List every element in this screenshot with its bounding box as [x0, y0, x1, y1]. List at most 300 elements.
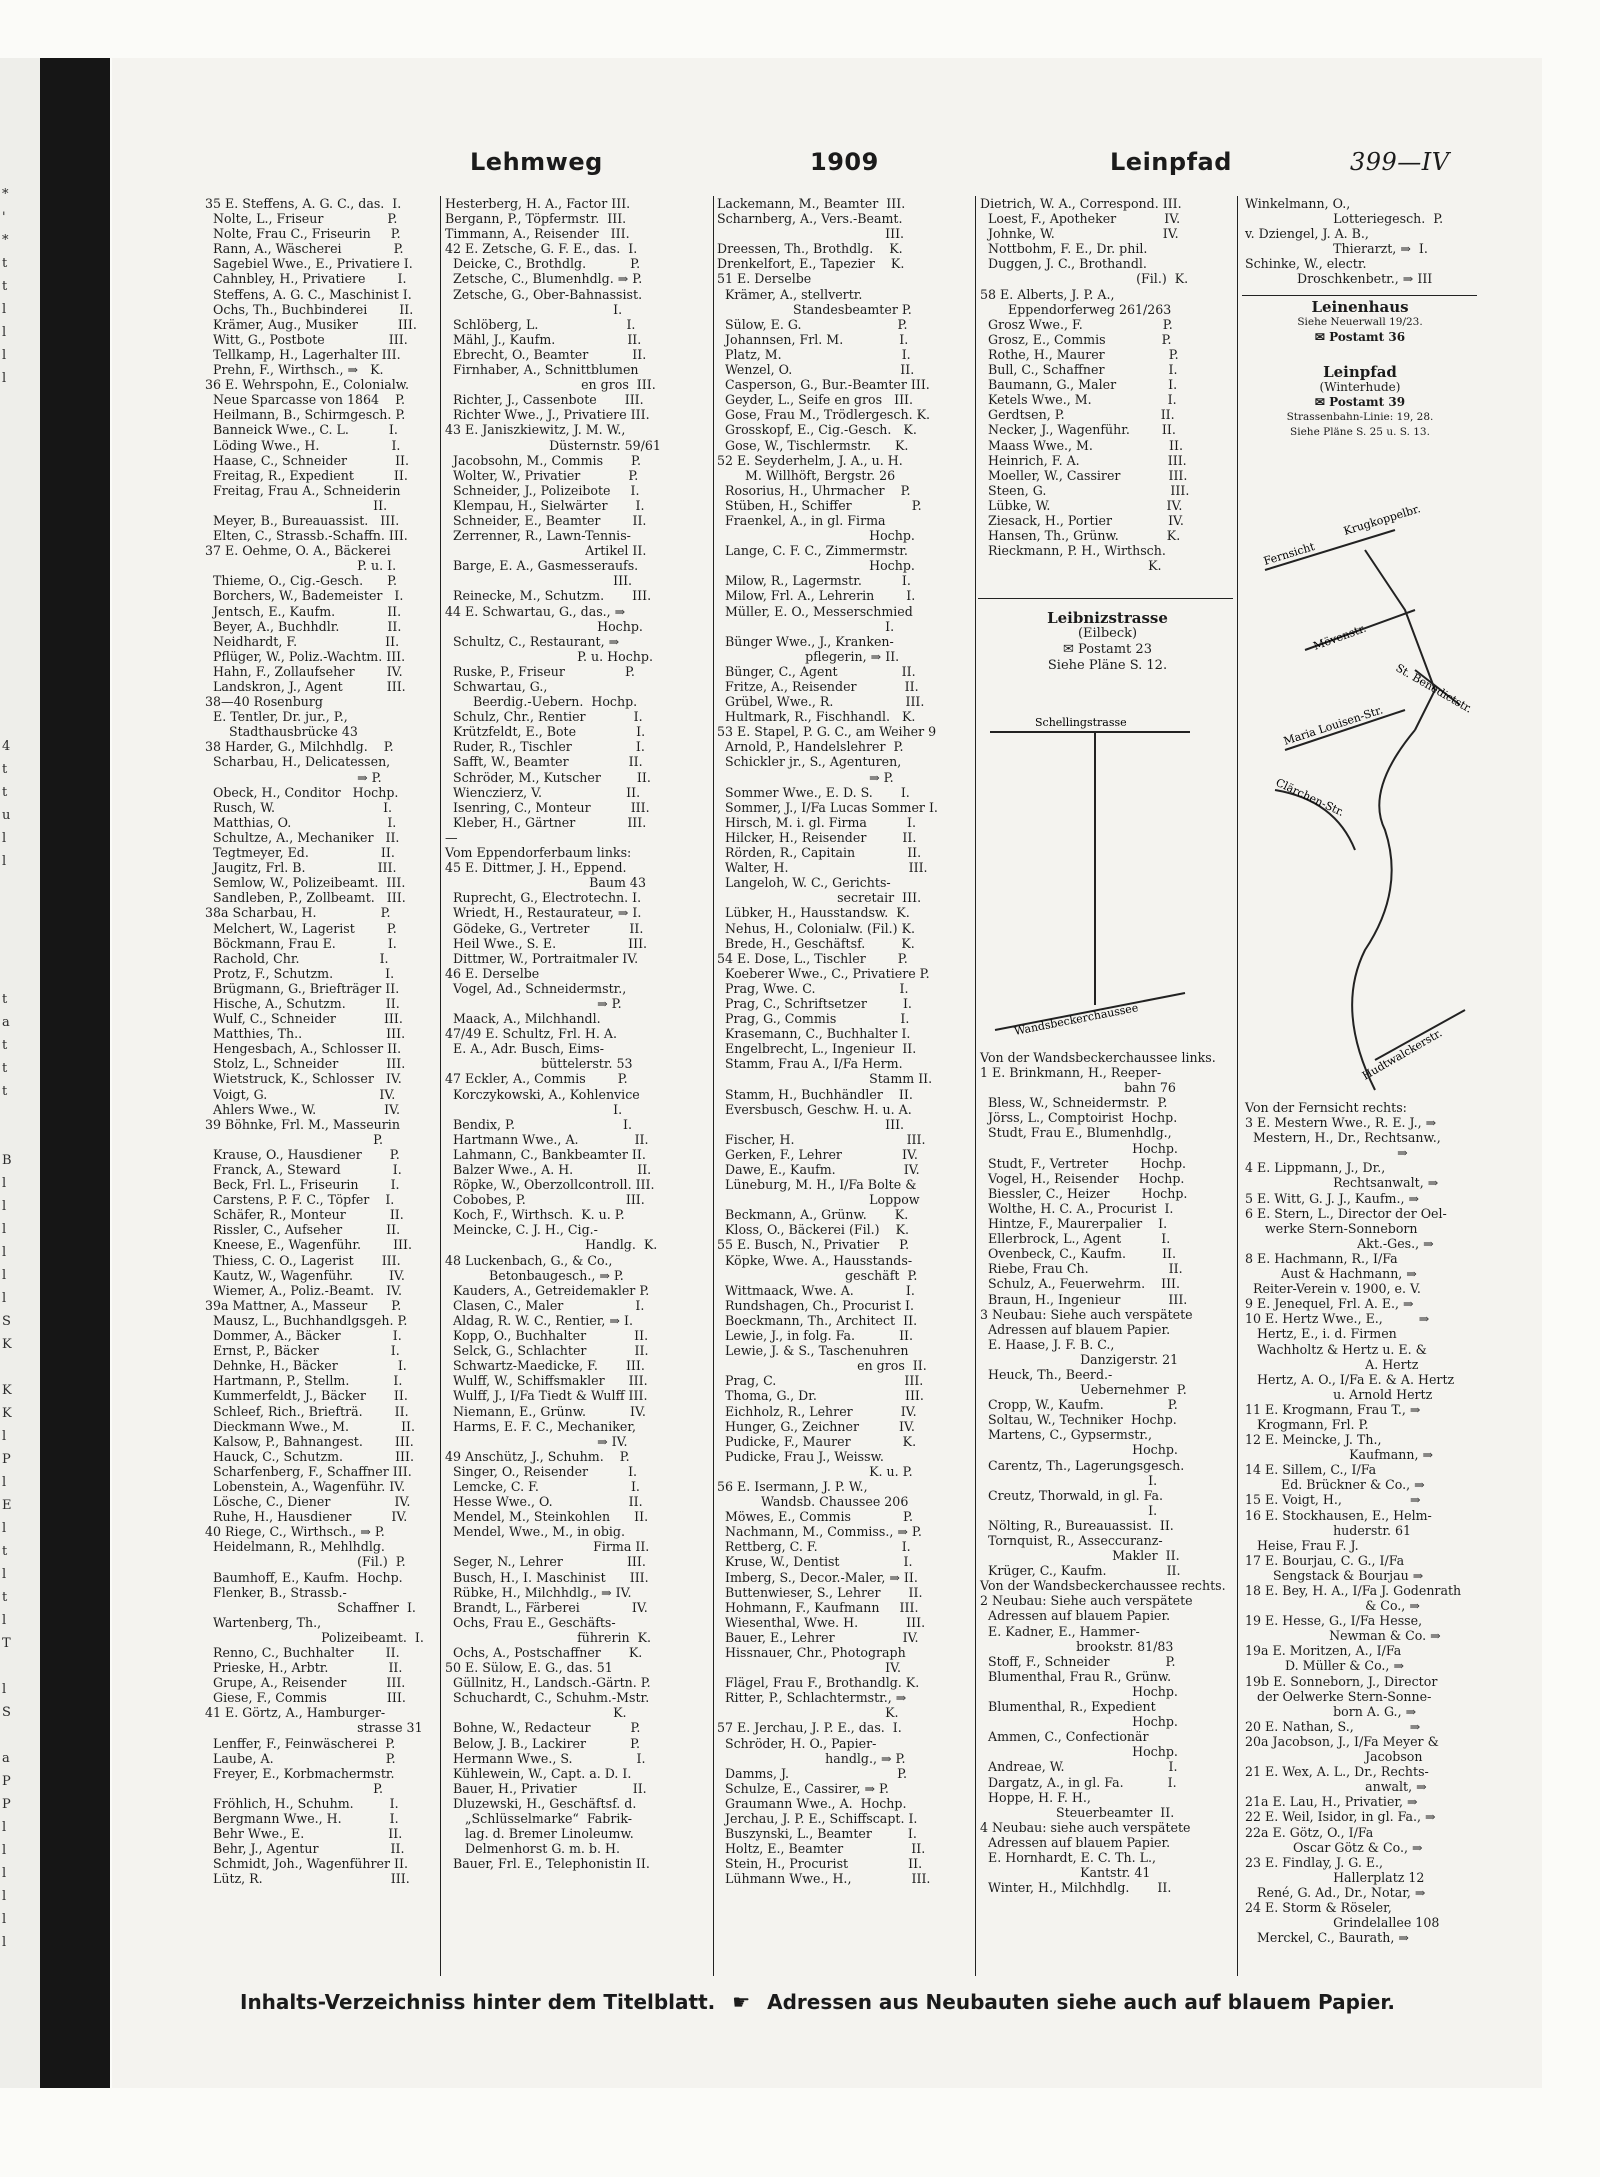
directory-entry: 39a Mattner, A., Masseur P. — [205, 1297, 402, 1313]
directory-entry: Schultze, A., Mechaniker II. — [205, 829, 400, 845]
directory-entry: K. — [445, 1705, 627, 1721]
directory-entry: Gerdtsen, P. II. — [980, 407, 1175, 423]
directory-entry: Baum 43 — [445, 875, 646, 891]
directory-entry: Krämer, A., stellvertr. — [717, 286, 863, 302]
edge-glyph: * — [2, 187, 9, 202]
edge-glyph: S — [2, 1705, 11, 1720]
edge-glyph: * — [2, 233, 9, 248]
directory-entry: Rieckmann, P. H., Wirthsch. — [980, 543, 1166, 559]
directory-entry: Steffens, A. G. C., Maschinist I. — [205, 286, 412, 302]
edge-glyph: l — [2, 1843, 7, 1858]
directory-entry: Kloss, O., Bäckerei (Fil.) K. — [717, 1222, 910, 1238]
directory-entry: 39 Böhnke, Frl. M., Masseurin — [205, 1116, 400, 1132]
directory-entry: Rechtsanwalt, ⇒ — [1245, 1175, 1439, 1191]
directory-entry: Lahmann, C., Bankbeamter II. — [445, 1146, 646, 1162]
edge-glyph: l — [2, 1291, 7, 1306]
directory-entry: Sengstack & Bourjau ⇒ — [1245, 1567, 1424, 1583]
directory-entry: Lange, C. F. C., Zimmermstr. — [717, 543, 908, 559]
directory-entry: 22 E. Weil, Isidor, in gl. Fa., ⇒ — [1245, 1809, 1436, 1825]
directory-entry: Rann, A., Wäscherei P. — [205, 241, 404, 257]
directory-entry: Uebernehmer P. — [980, 1382, 1187, 1398]
street-title: Leibnizstrasse — [1047, 609, 1168, 627]
leibnizstrasse-heading — [980, 610, 1235, 674]
directory-entry: Dietrich, W. A., Correspond. III. — [980, 196, 1182, 211]
directory-entry: 19a E. Moritzen, A., I/Fa — [1245, 1643, 1402, 1659]
directory-entry: Schneider, J., Polizeibote I. — [445, 482, 640, 498]
directory-entry: Lösche, C., Diener IV. — [205, 1494, 411, 1510]
leinpfad-heading — [1245, 365, 1475, 440]
directory-entry: Loest, F., Apotheker IV. — [980, 211, 1181, 227]
directory-entry: Carentz, Th., Lagerungsgesch. — [980, 1457, 1185, 1473]
directory-entry: Kauders, A., Getreidemakler P. — [445, 1282, 650, 1298]
edge-glyph: l — [2, 831, 7, 846]
column-divider — [440, 196, 441, 1976]
edge-glyph: l — [2, 348, 7, 363]
leibnizstrasse-map — [985, 710, 1215, 1040]
directory-entry: Hahn, F., Zollaufseher IV. — [205, 663, 403, 679]
directory-entry: P. — [205, 1131, 384, 1147]
header-left-street: Lehmweg — [470, 148, 603, 176]
directory-entry: Hermann Wwe., S. I. — [445, 1750, 646, 1766]
directory-entry: Schröder, H. O., Papier- — [717, 1735, 877, 1751]
directory-entry: Ketels Wwe., M. I. — [980, 392, 1177, 408]
directory-entry: Dargatz, A., in gl. Fa. I. — [980, 1774, 1177, 1790]
edge-glyph: ' — [2, 210, 6, 225]
directory-entry: Nolte, Frau C., Friseurin P. — [205, 226, 401, 242]
edge-glyph: S — [2, 1314, 11, 1329]
directory-entry: Müller, E. O., Messerschmied — [717, 603, 913, 619]
edge-glyph: P — [2, 1774, 11, 1789]
directory-entry: Fröhlich, H., Schuhm. I. — [205, 1795, 399, 1811]
directory-entry: 23 E. Findlay, J. G. E., — [1245, 1854, 1384, 1870]
directory-entry: 24 E. Storm & Röseler, — [1245, 1899, 1392, 1915]
directory-entry: Droschkenbetr., ⇒ III — [1245, 271, 1433, 287]
directory-entry: 55 E. Busch, N., Privatier P. — [717, 1237, 910, 1253]
directory-entry: Bauer, Frl. E., Telephonistin II. — [445, 1856, 650, 1872]
directory-entry: Bohne, W., Redacteur P. — [445, 1720, 641, 1736]
directory-entry: Firma II. — [445, 1539, 650, 1555]
district: (Winterhude) — [1319, 380, 1401, 394]
edge-glyph: P — [2, 1797, 11, 1812]
directory-entry: 1 E. Brinkmann, H., Reeper- — [980, 1065, 1162, 1081]
directory-entry: Maass Wwe., M. II. — [980, 437, 1183, 453]
edge-glyph: t — [2, 1544, 8, 1559]
directory-entry: Hertz, A. O., I/Fa E. & A. Hertz — [1245, 1371, 1455, 1387]
directory-entry: Scharbau, H., Delicatessen, — [205, 754, 391, 770]
directory-entry: Stamm, H., Buchhändler II. — [717, 1086, 913, 1102]
directory-entry: Duggen, J. C., Brothandl. — [980, 256, 1147, 272]
edge-glyph: l — [2, 1889, 7, 1904]
directory-entry: Lewie, J. & S., Taschenuhren — [717, 1343, 909, 1359]
directory-entry: ⇒ — [1245, 1145, 1408, 1161]
directory-entry: 14 E. Sillem, C., I/Fa — [1245, 1462, 1377, 1478]
directory-entry: 46 E. Derselbe — [445, 965, 540, 981]
directory-entry: (Fil.) P. — [205, 1554, 406, 1570]
directory-entry: Mestern, H., Dr., Rechtsanw., — [1245, 1130, 1441, 1146]
directory-entry: Ernst, P., Bäcker I. — [205, 1343, 400, 1359]
directory-entry: Artikel II. — [445, 543, 647, 559]
directory-entry: Imberg, S., Decor.-Maler, ⇒ II. — [717, 1569, 918, 1585]
directory-entry: Wolthe, H. C. A., Procurist I. — [980, 1200, 1174, 1216]
directory-entry: ⇒ P. — [205, 769, 382, 785]
directory-entry: huderstr. 61 — [1245, 1522, 1412, 1538]
directory-entry: Hertz, E., i. d. Firmen — [1245, 1326, 1397, 1342]
directory-entry: Krogmann, Frl. P. — [1245, 1416, 1369, 1432]
directory-entry: 20 E. Nathan, S., ⇒ — [1245, 1718, 1421, 1734]
directory-entry: Ziesack, H., Portier IV. — [980, 512, 1184, 528]
edge-glyph: l — [2, 854, 7, 869]
directory-entry: Hintze, F., Maurerpalier I. — [980, 1216, 1168, 1232]
directory-entry: Protz, F., Schutzm. I. — [205, 965, 395, 981]
directory-entry: Rosorius, H., Uhrmacher P. — [717, 482, 911, 498]
leinenhaus-heading — [1245, 300, 1475, 345]
edge-glyph: t — [2, 279, 8, 294]
directory-entry: Klempau, H., Sielwärter I. — [445, 497, 645, 513]
directory-entry: Hische, A., Schutzm. II. — [205, 995, 400, 1011]
tram-lines: Strassenbahn-Linie: 19, 28. — [1286, 411, 1434, 423]
directory-entry: E. Kadner, E., Hammer- — [980, 1623, 1140, 1639]
directory-entry: Nachmann, M., Commiss., ⇒ P. — [717, 1524, 922, 1540]
directory-entry: Schwartau, G., — [445, 679, 548, 694]
directory-entry: Koeberer Wwe., C., Privatiere P. — [717, 965, 930, 981]
directory-entry: 17 E. Bourjau, C. G., I/Fa — [1245, 1552, 1405, 1568]
directory-entry: 10 E. Hertz Wwe., E., ⇒ — [1245, 1311, 1430, 1327]
directory-entry: Prieske, H., Arbtr. II. — [205, 1660, 403, 1676]
header-right-street: Leinpfad — [1110, 148, 1232, 176]
directory-entry: Wulff, J., I/Fa Tiedt & Wulff III. — [445, 1388, 648, 1404]
directory-entry: Heidelmann, R., Mehlhdlg. — [205, 1539, 385, 1555]
page-number: 399—IV — [1350, 148, 1450, 176]
directory-entry: Beck, Frl. L., Friseurin I. — [205, 1177, 400, 1193]
edge-glyph: t — [2, 1084, 8, 1099]
leinpfad-entries — [1245, 1100, 1475, 1945]
directory-entry: Düsternstr. 59/61 — [445, 437, 661, 453]
directory-entry: Ruder, R., Tischler I. — [445, 739, 645, 755]
directory-entry: ⇒ IV. — [445, 1433, 628, 1449]
directory-entry: Lewie, J., in folg. Fa. II. — [717, 1328, 914, 1344]
edge-glyph: B — [2, 1153, 12, 1168]
plan-reference: Siehe Pläne S. 25 u. S. 13. — [1290, 426, 1430, 438]
edge-glyph: u — [2, 808, 11, 823]
directory-entry: 43 E. Janiszkiewitz, J. M. W., — [445, 422, 626, 438]
column-divider — [975, 196, 976, 1976]
directory-entry: Witt, G., Postbote III. — [205, 331, 408, 347]
directory-entry: 49 Anschütz, J., Schuhm. P. — [445, 1448, 630, 1464]
directory-entry: Vogel, H., Reisender Hochp. — [980, 1170, 1185, 1186]
directory-entry: 21 E. Wex, A. L., Dr., Rechts- — [1245, 1764, 1429, 1780]
directory-entry: Kühlewein, W., Capt. a. D. I. — [445, 1765, 632, 1781]
directory-entry: D. Müller & Co., ⇒ — [1245, 1658, 1404, 1674]
post-office: ✉ Postamt 36 — [1314, 330, 1406, 344]
directory-entry: Niemann, E., Grünw. IV. — [445, 1403, 646, 1419]
directory-entry: 38a Scharbau, H. P. — [205, 905, 391, 921]
edge-glyph: l — [2, 1521, 7, 1536]
directory-entry: Nolte, L., Friseur P. — [205, 211, 398, 227]
directory-entry: Bull, C., Schaffner I. — [980, 362, 1178, 378]
directory-entry: Biessler, C., Heizer Hochp. — [980, 1185, 1188, 1201]
directory-entry: Behr Wwe., E. II. — [205, 1826, 403, 1842]
directory-entry: Singer, O., Reisender I. — [445, 1463, 638, 1479]
directory-entry: Ebrecht, O., Beamter II. — [445, 346, 647, 362]
directory-entry: Freitag, R., Expedient II. — [205, 467, 408, 483]
directory-entry: Prag, C. III. — [717, 1373, 924, 1389]
directory-entry: Dluzewski, H., Geschäftsf. d. — [445, 1795, 637, 1811]
directory-entry: Matthias, O. I. — [205, 814, 397, 830]
directory-entry: 42 E. Zetsche, G. F. E., das. I. — [445, 241, 638, 257]
directory-entry: Betonbaugesch., ⇒ P. — [445, 1267, 624, 1283]
directory-entry: 20a Jacobson, J., I/Fa Meyer & — [1245, 1733, 1439, 1749]
directory-entry: Güllnitz, H., Landsch.-Gärtn. P. — [445, 1675, 651, 1691]
directory-entry: Ruprecht, G., Electrotechn. I. — [445, 890, 642, 906]
directory-entry: Bauer, E., Lehrer IV. — [717, 1629, 919, 1645]
column-divider — [713, 196, 714, 1976]
directory-entry: 51 E. Derselbe — [717, 271, 812, 287]
directory-entry: Lütz, R. III. — [205, 1871, 410, 1887]
directory-entry: Jacobsohn, M., Commis P. — [445, 452, 641, 468]
directory-entry: 3 E. Mestern Wwe., R. E. J., ⇒ — [1245, 1115, 1437, 1131]
directory-entry: Aldag, R. W. C., Rentier, ⇒ I. — [445, 1312, 633, 1328]
directory-entry: Adressen auf blauem Papier. — [980, 1608, 1171, 1624]
directory-entry: Wenzel, O. II. — [717, 362, 915, 378]
directory-entry: Graumann Wwe., A. Hochp. — [717, 1795, 907, 1811]
directory-entry: I. — [980, 1472, 1158, 1488]
directory-entry: Ellerbrock, L., Agent I. — [980, 1231, 1171, 1247]
edge-glyph: 4 — [2, 739, 11, 754]
directory-entry: Schaffner I. — [205, 1599, 416, 1615]
header-year: 1909 — [810, 148, 879, 176]
directory-entry: Grosz, E., Commis P. — [980, 331, 1172, 347]
directory-entry: Bless, W., Schneidermstr. P. — [980, 1095, 1168, 1111]
directory-entry: Wiesenthal, Wwe. H. III. — [717, 1614, 926, 1630]
directory-entry: Lemcke, C. F. I. — [445, 1478, 640, 1494]
directory-entry: Stadthausbrücke 43 — [205, 724, 358, 740]
directory-entry: Dawe, E., Kaufm. IV. — [717, 1162, 920, 1177]
directory-entry: Franck, A., Steward I. — [205, 1162, 402, 1177]
directory-entry: Adressen auf blauem Papier. — [980, 1321, 1171, 1337]
directory-entry: Andreae, W. I. — [980, 1759, 1178, 1775]
directory-entry: Ochs, A., Postschaffner K. — [445, 1645, 643, 1660]
directory-entry: K. — [717, 1705, 899, 1721]
directory-entry: Richter Wwe., J., Privatiere III. — [445, 407, 650, 423]
directory-entry: Hultmark, R., Fischhandl. K. — [717, 709, 916, 725]
directory-entry: P. — [205, 1780, 384, 1796]
directory-entry: Flenker, B., Strassb.- — [205, 1584, 347, 1600]
directory-entry: Engelbrecht, L., Ingenieur II. — [717, 1041, 917, 1057]
directory-entry: ⇒ P. — [445, 995, 622, 1011]
directory-entry: Tegtmeyer, Ed. II. — [205, 845, 395, 861]
directory-entry: I. — [445, 1101, 623, 1117]
directory-entry: Akt.-Ges., ⇒ — [1245, 1235, 1434, 1251]
directory-entry: Schinke, W., electr. — [1245, 256, 1367, 272]
directory-entry: Seger, N., Lehrer III. — [445, 1554, 646, 1570]
directory-entry: 4 E. Lippmann, J., Dr., — [1245, 1160, 1386, 1176]
directory-entry: Hartmann, P., Stellm. I. — [205, 1373, 403, 1389]
directory-entry: Hochp. — [980, 1140, 1178, 1156]
directory-entry: Firnhaber, A., Schnittblumen — [445, 362, 639, 378]
directory-entry: Thieme, O., Cig.-Gesch. P. — [205, 573, 398, 589]
directory-entry: Isenring, C., Monteur III. — [445, 799, 650, 815]
directory-entry: Holtz, E., Beamter II. — [717, 1841, 926, 1857]
directory-entry: K. u. P. — [717, 1463, 913, 1479]
directory-entry: 5 E. Witt, G. J. J., Kaufm., ⇒ — [1245, 1190, 1420, 1206]
directory-entry: Ruhe, H., Hausdiener IV. — [205, 1509, 408, 1525]
directory-entry: Neue Sparcasse von 1864 P. — [205, 392, 406, 408]
directory-entry: führerin K. — [445, 1629, 652, 1645]
street-title: Leinpfad — [1323, 363, 1397, 381]
directory-entry: Prag, C., Schriftsetzer I. — [717, 995, 912, 1011]
directory-entry: Schäfer, R., Monteur II. — [205, 1207, 404, 1223]
directory-entry: Hohmann, F., Kaufmann III. — [717, 1599, 919, 1615]
directory-entry: Kalsow, P., Bahnangest. III. — [205, 1433, 414, 1449]
map-street-label: St. Benedictstr. — [1393, 661, 1475, 716]
directory-entry: Koch, F., Wirthsch. K. u. P. — [445, 1207, 625, 1223]
directory-entry: Baumhoff, E., Kaufm. Hochp. — [205, 1569, 403, 1585]
directory-entry: Ochs, Frau E., Geschäfts- — [445, 1614, 616, 1630]
directory-entry: Freitag, Frau A., Schneiderin — [205, 482, 401, 498]
directory-entry: v. Dziengel, J. A. B., — [1245, 226, 1369, 242]
directory-entry: 38 Harder, G., Milchhdlg. P. — [205, 739, 394, 755]
edge-glyph: l — [2, 1245, 7, 1260]
directory-entry: Handlg. K. — [445, 1237, 658, 1253]
directory-entry: Milow, Frl. A., Lehrerin I. — [717, 588, 916, 604]
edge-glyph: l — [2, 1912, 7, 1927]
edge-glyph: t — [2, 762, 8, 777]
directory-entry: I. — [980, 1502, 1158, 1518]
directory-entry: 3 Neubau: Siehe auch verspätete — [980, 1306, 1193, 1322]
directory-entry: E. Haase, J. F. B. C., — [980, 1336, 1115, 1352]
edge-glyph: l — [2, 302, 7, 317]
directory-entry: Pudicke, Frau J., Weissw. — [717, 1448, 884, 1464]
directory-entry: 58 E. Alberts, J. P. A., — [980, 286, 1115, 302]
directory-entry: Schulz, A., Feuerwehrm. III. — [980, 1276, 1181, 1292]
directory-entry: Harms, E. F. C., Mechaniker, — [445, 1418, 636, 1434]
directory-entry: Clasen, C., Maler I. — [445, 1297, 645, 1313]
edge-glyph: l — [2, 1176, 7, 1191]
directory-entry: Flägel, Frau F., Brothandlg. K. — [717, 1675, 920, 1691]
directory-entry: Hochp. — [717, 558, 915, 574]
directory-entry: Schmidt, Joh., Wagenführer II. — [205, 1856, 408, 1872]
directory-entry: Jacobson — [1245, 1749, 1423, 1765]
directory-entry: & Co., ⇒ — [1245, 1598, 1420, 1614]
directory-entry: Hochp. — [980, 1714, 1178, 1730]
directory-entry: Bünger Wwe., J., Kranken- — [717, 633, 894, 649]
edge-glyph: l — [2, 1268, 7, 1283]
directory-entry: Casperson, G., Bur.-Beamter III. — [717, 377, 930, 393]
map-street-label: Fernsicht — [1262, 540, 1317, 568]
directory-entry: Hengesbach, A., Schlosser II. — [205, 1041, 402, 1057]
directory-entry: Damms, J. P. — [717, 1765, 908, 1781]
directory-entry: Cropp, W., Kaufm. P. — [980, 1397, 1178, 1413]
directory-entry: Walter, H. III. — [717, 860, 928, 876]
directory-entry: Giese, F., Commis III. — [205, 1690, 406, 1706]
directory-entry: Wienczierz, V. II. — [445, 784, 641, 800]
directory-entry: Schlöberg, L. I. — [445, 316, 636, 332]
edge-glyph: l — [2, 1567, 7, 1582]
directory-entry: Maack, A., Milchhandl. — [445, 1011, 601, 1027]
column-divider — [1237, 196, 1238, 1976]
directory-entry: Mausz, L., Buchhandlgsgeh. P. — [205, 1312, 408, 1328]
directory-entry: Ed. Brückner & Co., ⇒ — [1245, 1477, 1425, 1493]
directory-entry: Bergann, P., Töpfermstr. III. — [445, 211, 627, 227]
directory-entry: Baumann, G., Maler I. — [980, 377, 1178, 393]
directory-entry: lag. d. Bremer Linoleumw. — [445, 1826, 634, 1842]
directory-entry: Langeloh, W. C., Gerichts- — [717, 875, 891, 891]
directory-entry: Meyer, B., Bureauassist. III. — [205, 512, 400, 528]
directory-entry: Dreessen, Th., Brothdlg. K. — [717, 241, 903, 257]
directory-entry: Kruse, W., Dentist I. — [717, 1554, 913, 1570]
directory-entry: Zerrenner, R., Lawn-Tennis- — [445, 528, 631, 544]
directory-entry: Beerdig.-Uebern. Hochp. — [445, 694, 638, 710]
directory-entry: Heise, Frau F. J. — [1245, 1537, 1359, 1553]
directory-entry: Sommer Wwe., E. D. S. I. — [717, 784, 910, 800]
directory-entry: Geyder, L., Seife en gros III. — [717, 392, 914, 408]
directory-entry: Röpke, W., Oberzollcontroll. III. — [445, 1177, 655, 1193]
directory-entry: Arnold, P., Handelslehrer P. — [717, 739, 904, 755]
directory-entry: Lübke, W. IV. — [980, 497, 1183, 513]
directory-entry: René, G. Ad., Dr., Notar, ⇒ — [1245, 1884, 1426, 1900]
edge-glyph: l — [2, 1613, 7, 1628]
directory-entry: Hauck, C., Schutzm. III. — [205, 1448, 415, 1464]
edge-glyph: E — [2, 1498, 12, 1513]
map-street-label: Wandsbeckerchaussee — [1013, 1001, 1140, 1038]
directory-entry: Fischer, H. III. — [717, 1131, 926, 1147]
directory-entry: Buszynski, L., Beamter I. — [717, 1826, 917, 1842]
directory-entry: büttelerstr. 53 — [445, 1056, 633, 1072]
directory-entry: Grosskopf, E., Cig.-Gesch. K. — [717, 422, 917, 438]
directory-entry: Ochs, Th., Buchbinderei II. — [205, 301, 414, 317]
edge-glyph: l — [2, 1935, 7, 1950]
directory-entry: Wiemer, A., Poliz.-Beamt. IV. — [205, 1282, 402, 1298]
directory-entry: Scharfenberg, F., Schaffner III. — [205, 1463, 412, 1479]
directory-entry: Voigt, G. IV. — [205, 1086, 396, 1102]
directory-entry: Makler II. — [980, 1548, 1180, 1564]
map-street-label: Hudtwalckerstr. — [1360, 1026, 1445, 1083]
directory-entry: 57 E. Jerchau, J. P. E., das. I. — [717, 1720, 902, 1736]
directory-entry: Schultz, C., Restaurant, ⇒ — [445, 633, 620, 649]
directory-entry: handlg., ⇒ P. — [717, 1750, 906, 1766]
page-footer — [240, 1990, 1440, 2014]
directory-entry: 54 E. Dose, L., Tischler P. — [717, 950, 908, 966]
directory-entry: Korczykowski, A., Kohlenvice — [445, 1086, 640, 1102]
directory-entry: Stoff, F., Schneider P. — [980, 1653, 1176, 1669]
directory-entry: Milow, R., Lagermstr. I. — [717, 573, 911, 589]
directory-entry: Fritze, A., Reisender II. — [717, 679, 919, 694]
directory-entry: Danzigerstr. 21 — [980, 1351, 1179, 1367]
directory-entry: Hunger, G., Zeichner IV. — [717, 1418, 915, 1434]
directory-entry: geschäft P. — [717, 1267, 918, 1283]
directory-entry: 11 E. Krogmann, Frau T., ⇒ — [1245, 1401, 1421, 1417]
directory-entry: Prehn, F., Wirthsch., ⇒ K. — [205, 362, 384, 378]
directory-entry: Barge, E. A., Gasmesseraufs. — [445, 558, 639, 574]
directory-entry: 18 E. Bey, H. A., I/Fa J. Godenrath — [1245, 1583, 1462, 1598]
directory-entry: 12 E. Meincke, J. Th., — [1245, 1432, 1382, 1448]
directory-entry: Rörden, R., Capitain II. — [717, 845, 922, 861]
edge-glyph: K — [2, 1337, 12, 1352]
directory-entry: I. — [717, 618, 895, 634]
directory-entry: Busch, H., I. Maschinist III. — [445, 1569, 649, 1585]
edge-glyph: t — [2, 785, 8, 800]
directory-entry: III. — [717, 1116, 905, 1132]
edge-glyph: l — [2, 1682, 7, 1697]
directory-entry: Matthies, Th.. III. — [205, 1026, 406, 1042]
directory-entry: Ovenbeck, C., Kaufm. II. — [980, 1246, 1177, 1262]
directory-entry: Reinecke, M., Schutzm. III. — [445, 588, 652, 604]
directory-entry: anwalt, ⇒ — [1245, 1779, 1427, 1795]
directory-entry: Rusch, W. I. — [205, 799, 393, 815]
directory-entry: Laube, A. P. — [205, 1750, 396, 1766]
directory-entry: Rübke, H., Milchhdlg., ⇒ IV. — [445, 1584, 632, 1600]
directory-entry: strasse 31 — [205, 1720, 423, 1736]
